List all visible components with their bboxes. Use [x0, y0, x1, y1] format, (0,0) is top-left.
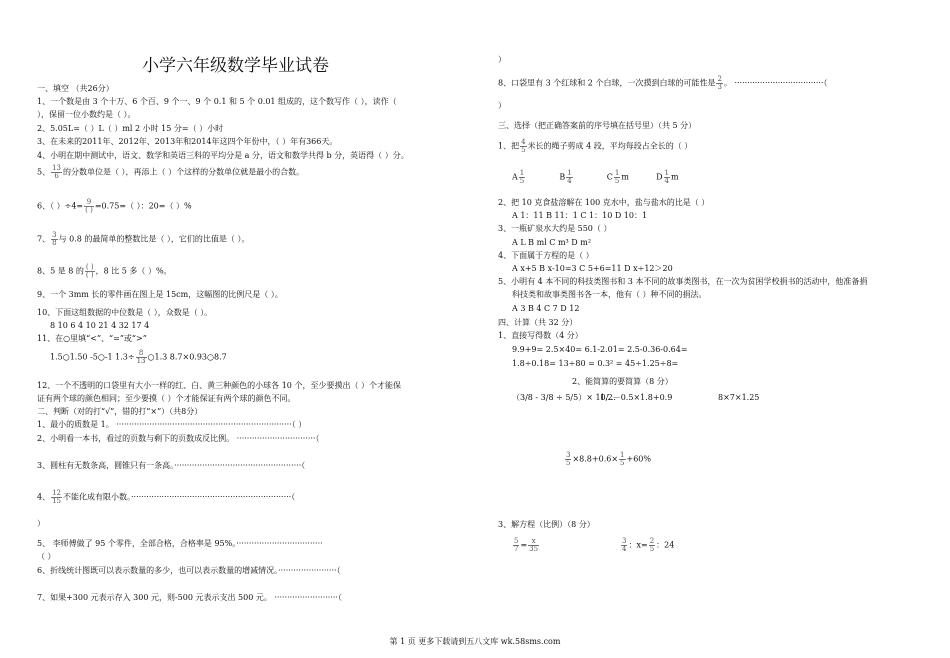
q6: 6、（ ）÷4= $\frac{9}{( )}$ =0.75=（ ）：20=（ ）%: [37, 198, 192, 214]
choice-5-options: A 3 B 4 C 7 D 12: [512, 304, 580, 313]
q12-line2: 证有两个球的颜色相同；至少要摸（ ）个才能保证有两个球的颜色不同。: [37, 394, 296, 403]
tf-5-line1: 5、 李师傅做了 95 个零件，全部合格，合格率是 95%。··································: [37, 539, 323, 548]
q4: 4、小明在期中测试中，语文、数学和英语三科的平均分是 a 分，语文和数学共得 b 分，英语得（ ）分。: [37, 151, 409, 160]
calc-3-title: 3、解方程（比例）（8 分）: [498, 520, 595, 529]
option-a-fraction: $\frac{1}{5}$: [519, 169, 525, 185]
choice-1-options: A $\frac{1}{5}$ B $\frac{1}{4}$ C $\frac{1}{5}$ m D $\frac{1}{4}$ m: [512, 169, 679, 185]
fraction-4-5: $\frac{4}{5}$: [521, 138, 526, 154]
q5: 5、 $\frac{13}{6}$ 的分数单位是（ ），再添上（ ）个这样的分数单位就是最小的合数。: [37, 164, 305, 180]
fraction-2-3: $\frac{2}{3}$: [717, 75, 722, 91]
fraction-8-13: $\frac{8}{13}$: [136, 349, 146, 365]
q12-line1: 12、一个不透明的口袋里有大小一样的红、白、黄三种颜色的小球各 10 个，至少要摸出（ ）个才能保: [37, 381, 401, 390]
calc-1-row2: 1.8÷0.18= 13÷80 = 0.3² = 45÷1.25÷8=: [512, 359, 679, 368]
choice-2: 2、把 10 克食盐溶解在 100 克水中，盐与盐水的比是（ ）: [498, 198, 710, 207]
tf-4-close: ）: [37, 519, 45, 528]
fraction-1-5: $\frac{1}{5}$: [620, 451, 625, 467]
q3: 3、在未来的2011年、2012年、2013年和2014年这四个年份中，（ ）年有366天。: [37, 137, 338, 146]
fraction-3-8: $\frac{3}{8}$: [52, 231, 57, 247]
choice-3: 3、一瓶矿泉水大约是 550（ ）: [498, 224, 612, 233]
equation-2: $\frac{3}{4}$ ：x= $\frac{2}{5}$ ：24: [622, 537, 675, 553]
choice-4: 4、下面属于方程的是（ ）: [498, 251, 594, 260]
choice-5-line2: 科技类和故事类图书各一本，他有（ ）种不同的捐法。: [512, 290, 707, 299]
section-choice: 三、选择（把正确答案前的序号填在括号里）（共 5 分）: [498, 121, 697, 130]
tf-5-line2: （ ）: [37, 552, 56, 561]
page-footer: 第 1 页 更多下载请到五八文库 wk.58sms.com: [389, 637, 561, 646]
calc-2-expr2: 1.2－0.5×1.8+0.9: [600, 393, 673, 402]
calc-2-expr4: $\frac{3}{5}$ ×8.8+0.6× $\frac{1}{5}$ +60%: [566, 451, 651, 467]
calc-2-title: 2、能简算的要简算（8 分）: [572, 377, 673, 386]
fraction-x-35: $\frac{x}{35}$: [529, 537, 539, 553]
q8: 8、5 是 8 的 $\frac{( )}{( )}$ ，8 比 5 多（ ）%。: [37, 263, 172, 279]
choice-5-line1: 5、小明有 4 本不同的科技类图书和 3 本不同的故事类图书，在一次为贫困学校捐书的活动中，他准备捐: [498, 277, 868, 286]
calc-1-row1: 9.9+9= 2.5×40= 6.1-2.01= 2.5-0.36-0.64=: [512, 345, 688, 354]
option-b-fraction: $\frac{1}{4}$: [567, 169, 572, 185]
equation-1: $\frac{5}{7}$ = $\frac{x}{35}$: [514, 537, 539, 553]
option-d-fraction: $\frac{1}{4}$: [664, 169, 669, 185]
fraction-9-blank: $\frac{9}{( )}$: [85, 198, 93, 214]
fraction-5-7: $\frac{5}{7}$: [514, 537, 519, 553]
option-c-fraction: $\frac{1}{5}$: [614, 169, 620, 185]
q11-items: 1.5○1.50 -5○-1 1.3÷ $\frac{8}{13}$ ○1.3 8.7×0.93○8.7: [50, 349, 227, 365]
calc-2-expr1: （3/8 - 3/8 ÷ 5/5）× 10/...: [512, 393, 616, 402]
calc-1-title: 1、直接写得数（4 分）: [498, 331, 583, 340]
fraction-blank: $\frac{( )}{( )}$: [85, 263, 94, 279]
page-title: 小学六年级数学毕业试卷: [142, 56, 329, 76]
fraction-13-6: $\frac{13}{6}$: [52, 164, 62, 180]
section-calc: 四、计算（共 32 分）: [498, 318, 578, 327]
tf-4: 4、 $\frac{12}{15}$ 不能化成有限小数。·······························································（: [37, 489, 296, 505]
choice-4-options: A x+5 B x-10=3 C 5+6=11 D x÷12＞20: [512, 264, 673, 273]
choice-3-options: A L B ml C m³ D m²: [512, 238, 592, 247]
choice-1: 1、把 $\frac{4}{5}$ 米长的绳子剪成 4 段，平均每段占全长的（ ）: [498, 138, 693, 154]
tf-6: 6、折线统计图既可以表示数量的多少，也可以表示数量的增减情况。·······················（: [37, 566, 341, 575]
tf-7: 7、如果+300 元表示存入 300 元，则-500 元表示支出 500 元。 ·························（: [37, 593, 342, 602]
fraction-3-5: $\frac{3}{5}$: [566, 451, 571, 467]
q9: 9、一个 3mm 长的零件画在图上是 15cm，这幅图的比例尺是（ ）。: [37, 290, 283, 299]
section-true-false: 二、判断（对的打“√”，错的打“×”）（共8分）: [37, 407, 203, 416]
tf-3: 3、圆柱有无数条高，圆锥只有一条高。··················································（: [37, 461, 306, 470]
choice-2-options: A 1：11 B 11：1 C 1：10 D 10：1: [512, 211, 648, 220]
tf-2: 2、小明看一本书，看过的页数与剩下的页数成反比例。 ·······························（: [37, 434, 320, 443]
tf-8-close: ）: [498, 101, 506, 110]
q10: 10、下面这组数据的中位数是（ ），众数是（ ）。: [37, 308, 213, 317]
fraction-12-15: $\frac{12}{15}$: [52, 489, 62, 505]
fraction-2-5: $\frac{2}{5}$: [649, 537, 655, 553]
q1-line1: 1、一个数是由 3 个十万、6 个百、9 个一、9 个 0.1 和 5 个 0.01 组成的，这个数写作（ ），读作（: [37, 97, 397, 106]
tf-1: 1、最小的质数是 1。 ·····································································（ ）: [37, 420, 307, 429]
fraction-3-4: $\frac{3}{4}$: [622, 537, 627, 553]
tf-8: 8、口袋里有 3 个红球和 2 个白球，一次摸到白球的可能性是 $\frac{2}{3}$ 。 ···································（: [498, 75, 828, 91]
calc-2-expr3: 8×7×1.25: [718, 393, 760, 402]
q1-line2: ），保留一位小数约是（ ）。: [37, 110, 136, 119]
q10-data: 8 10 6 4 10 21 4 32 17 4: [50, 321, 150, 330]
section-fill-blank: 一、填空 （共26分）: [37, 84, 114, 93]
q11: 11、在○里填“<”、“=”或“>”: [37, 334, 147, 343]
q7: 7、 $\frac{3}{8}$ 与 0.8 的最简单的整数比是（ ），它们的比值是（ ）。: [37, 231, 250, 247]
right-top-close: ）: [498, 55, 506, 64]
q2: 2、5.05L=（ ）L（ ）ml 2 小时 15 分=（ ）小时: [37, 124, 224, 133]
